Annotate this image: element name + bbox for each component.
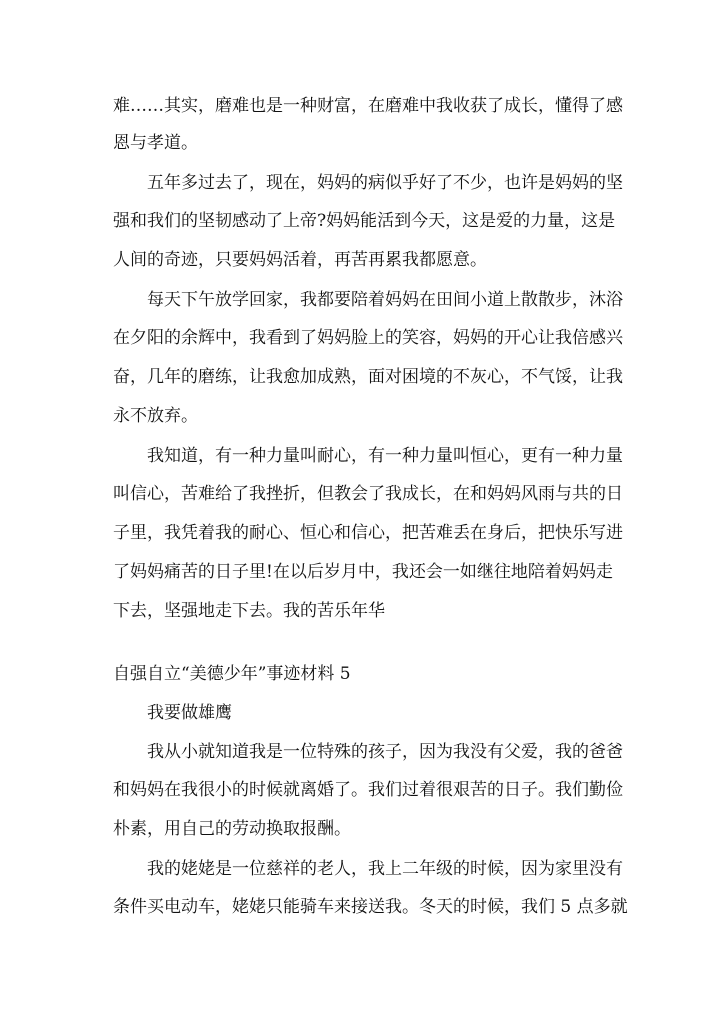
article-title: 我要做雄鹰: [147, 703, 232, 723]
text-line: 下去，坚强地走下去。我的苦乐年华: [113, 601, 385, 621]
paragraph-start-line: 我的姥姥是一位慈祥的老人，我上二年级的时候，因为家里没有: [147, 859, 623, 879]
text-line: 人间的奇迹，只要妈妈活着，再苦再累我都愿意。: [113, 250, 487, 270]
paragraph-start-line: 五年多过去了，现在，妈妈的病似乎好了不少，也许是妈妈的坚: [147, 173, 623, 193]
text-line: 和妈妈在我很小的时候就离婚了。我们过着很艰苦的日子。我们勤俭: [113, 780, 623, 800]
text-line: 在夕阳的余辉中，我看到了妈妈脸上的笑容，妈妈的开心让我倍感兴: [113, 328, 623, 348]
text-line: 条件买电动车，姥姥只能骑车来接送我。冬天的时候，我们 5 点多就: [113, 897, 628, 917]
paragraph-start-line: 每天下午放学回家，我都要陪着妈妈在田间小道上散散步，沐浴: [147, 290, 623, 310]
text-line: 奋，几年的磨练，让我愈加成熟，面对困境的不灰心，不气馁，让我: [113, 367, 623, 387]
text-line: 朴素，用自己的劳动换取报酬。: [113, 819, 351, 839]
section-heading: 自强自立“美德少年”事迹材料 5: [113, 664, 351, 684]
text-line: 永不放弃。: [113, 406, 198, 426]
text-line: 强和我们的坚韧感动了上帝?妈妈能活到今天，这是爱的力量，这是: [113, 211, 616, 231]
text-line: 恩与孝道。: [113, 133, 198, 153]
paragraph-start-line: 我知道，有一种力量叫耐心，有一种力量叫恒心，更有一种力量: [147, 446, 623, 466]
text-line: 叫信心，苦难给了我挫折，但教会了我成长，在和妈妈风雨与共的日: [113, 484, 623, 504]
text-line: 难……其实，磨难也是一种财富，在磨难中我收获了成长，懂得了感: [113, 96, 623, 116]
text-line: 子里，我凭着我的耐心、恒心和信心，把苦难丢在身后，把快乐写进: [113, 523, 623, 543]
text-line: 了妈妈痛苦的日子里!在以后岁月中，我还会一如继往地陪着妈妈走: [113, 562, 613, 582]
paragraph-start-line: 我从小就知道我是一位特殊的孩子，因为我没有父爱，我的爸爸: [147, 742, 623, 762]
